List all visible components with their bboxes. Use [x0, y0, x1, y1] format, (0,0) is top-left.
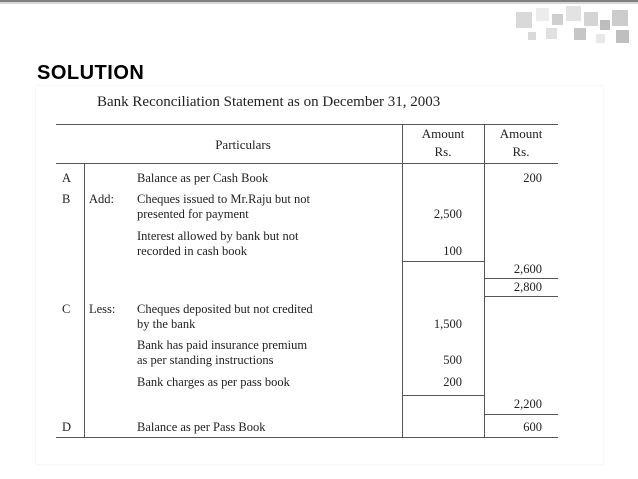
row-a-total: 200	[523, 171, 542, 185]
table-rule-amount2	[484, 414, 558, 415]
row-letter-b: B	[62, 192, 71, 206]
statement-title: Bank Reconciliation Statement as on December 31, 2003	[97, 94, 441, 110]
row-c2-line1: Bank has paid insurance premium	[137, 338, 308, 352]
table-rule-amount1	[402, 395, 484, 396]
header-particulars: Particulars	[215, 137, 271, 152]
slide-top-band	[0, 0, 638, 52]
row-c1-line1: Cheques deposited but not credited	[137, 302, 313, 316]
table-rule-amount1	[402, 261, 484, 262]
subtotal-1: 2,600	[513, 262, 542, 276]
header-rs2: Rs.	[512, 144, 530, 159]
row-b1-line1: Cheques issued to Mr.Raju but not	[137, 192, 310, 206]
table-rule-amount2	[484, 296, 558, 297]
row-c1-amount: 1,500	[433, 317, 462, 331]
deco-square	[584, 12, 598, 26]
table-rule-col1	[84, 163, 85, 437]
row-b-label: Add:	[89, 192, 114, 206]
deco-square	[574, 28, 586, 40]
deco-square	[612, 10, 628, 26]
row-c1-line2: by the bank	[137, 317, 196, 331]
row-c3-line1: Bank charges as per pass book	[137, 375, 290, 389]
row-d-text: Balance as per Pass Book	[137, 420, 266, 434]
row-c-label: Less:	[89, 302, 116, 316]
deco-square	[516, 12, 532, 28]
deco-square	[528, 32, 536, 40]
header-amount1: Amount	[421, 126, 465, 141]
row-b2-line1: Interest allowed by bank but not	[137, 229, 299, 243]
deco-square	[566, 6, 581, 21]
row-letter-a: A	[62, 171, 72, 185]
deco-square	[600, 20, 610, 30]
table-rule-amount2	[484, 278, 558, 279]
subtotal-2: 2,800	[513, 280, 542, 294]
row-b1-amount: 2,500	[433, 207, 462, 221]
row-b2-amount: 100	[443, 244, 462, 258]
table-rule-top	[56, 124, 558, 125]
deco-square	[616, 30, 629, 43]
table-rule-header	[56, 163, 558, 164]
top-rule-light	[0, 2, 638, 4]
deco-square	[552, 14, 563, 25]
deco-square	[536, 8, 549, 21]
header-amount2: Amount	[499, 126, 543, 141]
subtotal-3: 2,200	[513, 397, 542, 411]
row-c3-amount: 200	[443, 375, 462, 389]
slide-heading: SOLUTION	[37, 62, 145, 84]
row-a-text: Balance as per Cash Book	[137, 171, 269, 185]
row-b2-line2: recorded in cash book	[137, 244, 248, 258]
table-rule-bottom	[56, 437, 558, 438]
deco-square	[546, 28, 557, 39]
row-c2-amount: 500	[443, 353, 462, 367]
row-b1-line2: presented for payment	[137, 207, 249, 221]
row-letter-c: C	[62, 302, 71, 316]
deco-square	[596, 34, 605, 43]
row-letter-d: D	[62, 420, 72, 434]
row-d-total: 600	[523, 420, 542, 434]
header-rs1: Rs.	[434, 144, 452, 159]
row-c2-line2: as per standing instructions	[137, 353, 274, 367]
table-rule-col2	[402, 124, 403, 437]
